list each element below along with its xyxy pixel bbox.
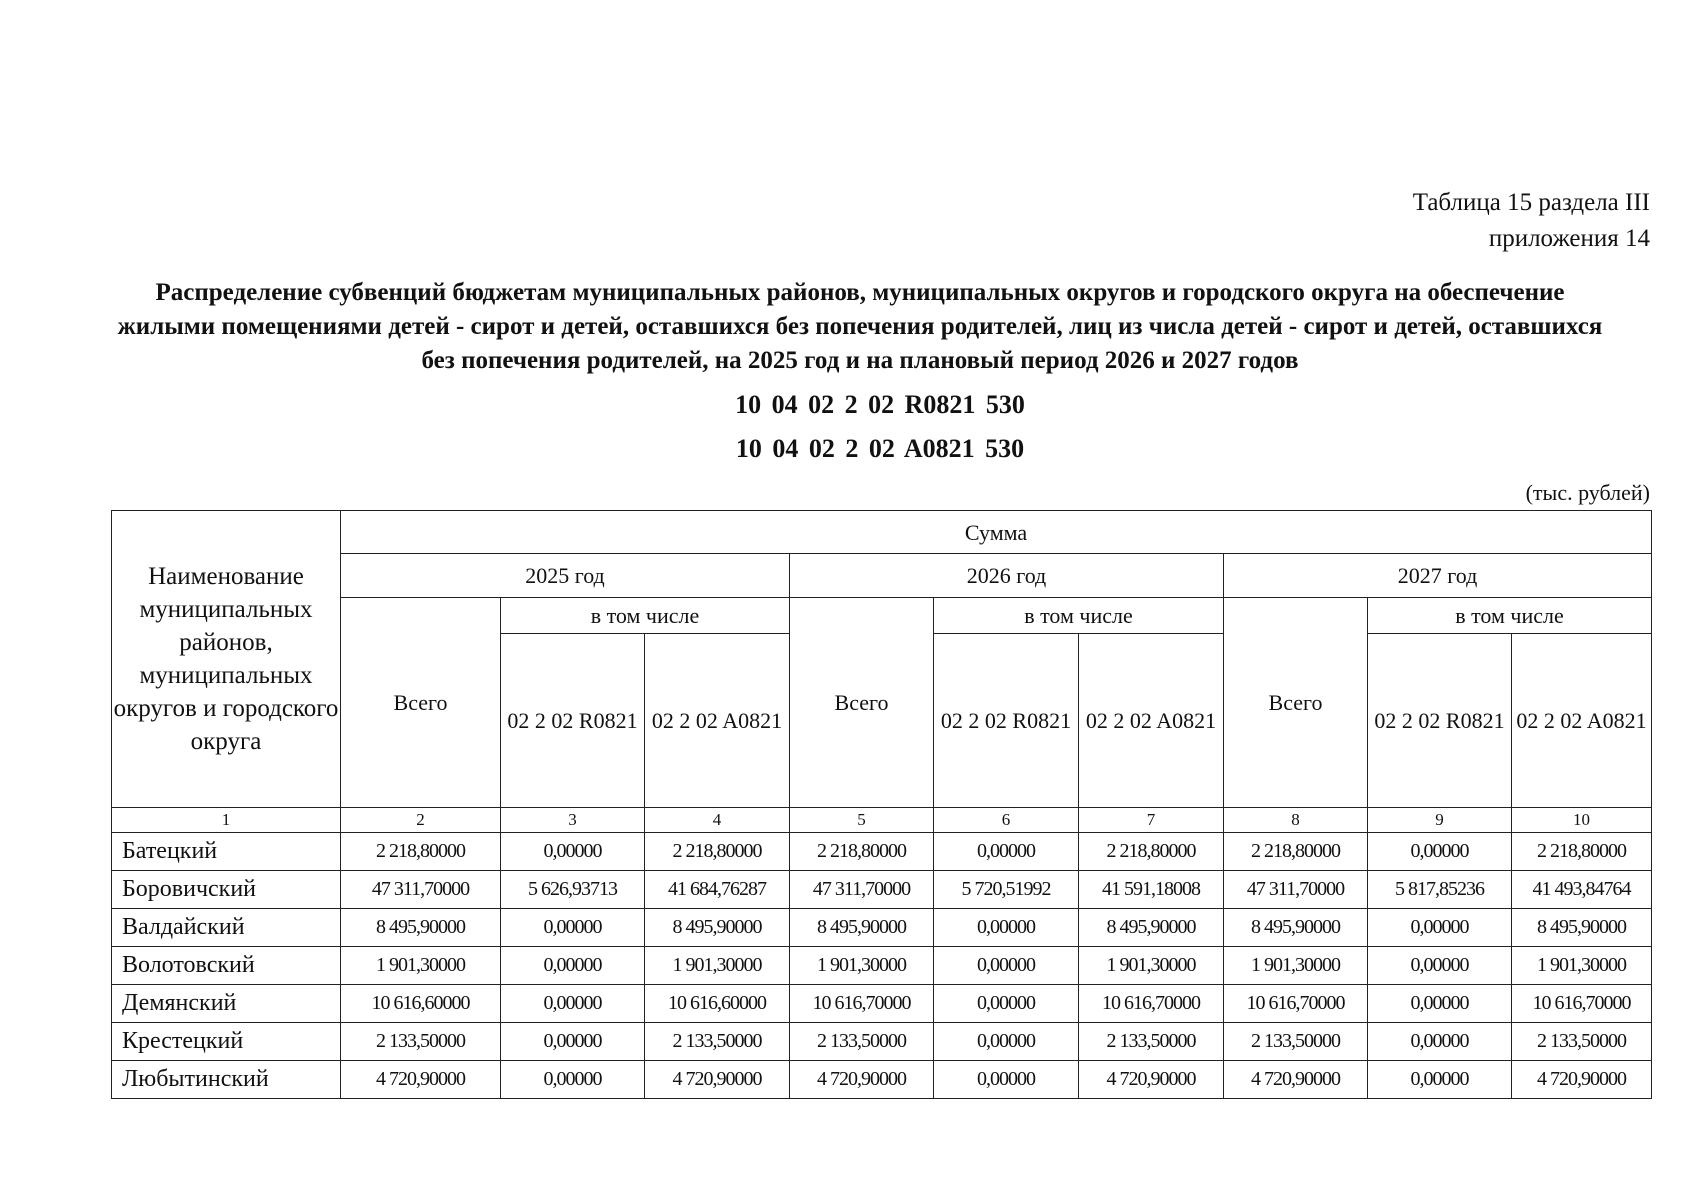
r0821-2026-header: 02 2 02 R0821 [934,634,1079,808]
amount-cell: 2 133,50000 [790,1023,934,1061]
amount-cell: 8 495,90000 [1224,909,1368,947]
amount-cell: 4 720,90000 [341,1061,501,1099]
amount-cell: 0,00000 [1368,833,1512,871]
amount-cell: 1 901,30000 [341,947,501,985]
amount-cell: 0,00000 [501,1061,645,1099]
municipality-name: Боровичский [112,871,341,909]
column-number: 4 [645,808,790,833]
r0821-2027-header: 02 2 02 R0821 [1368,634,1512,808]
amount-cell: 0,00000 [934,1061,1079,1099]
amount-cell: 4 720,90000 [1224,1061,1368,1099]
including-2027-header: в том числе [1368,598,1652,634]
amount-cell: 0,00000 [1368,985,1512,1023]
municipality-name: Волотовский [112,947,341,985]
municipality-name: Батецкий [112,833,341,871]
amount-cell: 1 901,30000 [645,947,790,985]
total-2025-header: Всего [341,598,501,808]
amount-cell: 4 720,90000 [645,1061,790,1099]
amount-cell: 4 720,90000 [790,1061,934,1099]
amount-cell: 41 591,18008 [1079,871,1224,909]
amount-cell: 2 218,80000 [645,833,790,871]
amount-cell: 1 901,30000 [1079,947,1224,985]
budget-code-a: 10 04 02 2 02 A0821 530 [735,434,1025,463]
amount-cell: 2 133,50000 [341,1023,501,1061]
a0821-2026-header: 02 2 02 A0821 [1079,634,1224,808]
amount-cell: 4 720,90000 [1079,1061,1224,1099]
amount-cell: 5 720,51992 [934,871,1079,909]
amount-cell: 0,00000 [934,833,1079,871]
column-number: 3 [501,808,645,833]
amount-cell: 10 616,70000 [790,985,934,1023]
amount-cell: 2 218,80000 [790,833,934,871]
amount-cell: 2 133,50000 [1512,1023,1652,1061]
amount-cell: 0,00000 [934,909,1079,947]
amount-cell: 8 495,90000 [341,909,501,947]
column-number: 1 [112,808,341,833]
municipality-name: Любытинский [112,1061,341,1099]
amount-cell: 0,00000 [501,985,645,1023]
appendix-reference: приложения 14 [1488,225,1650,252]
year-2027-header: 2027 год [1224,554,1652,598]
amount-cell: 1 901,30000 [1224,947,1368,985]
year-2025-header: 2025 год [341,554,790,598]
municipality-name: Демянский [112,985,341,1023]
table-row [112,833,1652,871]
amount-cell: 47 311,70000 [790,871,934,909]
table-row [112,871,1652,909]
amount-cell: 47 311,70000 [1224,871,1368,909]
column-number: 6 [934,808,1079,833]
unit-label: (тыс. рублей) [1525,480,1650,505]
table-body [112,833,1652,1099]
amount-cell: 8 495,90000 [1512,909,1652,947]
total-2027-header: Всего [1224,598,1368,808]
amount-cell: 10 616,70000 [1079,985,1224,1023]
column-number-row [112,808,1652,833]
amount-cell: 10 616,70000 [1512,985,1652,1023]
amount-cell: 8 495,90000 [1079,909,1224,947]
amount-cell: 0,00000 [934,985,1079,1023]
amount-cell: 1 901,30000 [1512,947,1652,985]
amount-cell: 2 218,80000 [1512,833,1652,871]
municipality-name-header: Наименование муниципальных районов, муниципальных округов и городского округа [112,511,341,808]
amount-cell: 8 495,90000 [645,909,790,947]
amount-cell: 10 616,60000 [341,985,501,1023]
column-number: 2 [341,808,501,833]
table-row [112,1061,1652,1099]
column-number: 10 [1512,808,1652,833]
a0821-2025-header: 02 2 02 A0821 [645,634,790,808]
column-number: 5 [790,808,934,833]
amount-cell: 0,00000 [934,1023,1079,1061]
table-row [112,985,1652,1023]
column-number: 7 [1079,808,1224,833]
table-row [112,947,1652,985]
municipality-name: Крестецкий [112,1023,341,1061]
amount-cell: 2 218,80000 [1224,833,1368,871]
amount-cell: 0,00000 [501,1023,645,1061]
table-row [112,909,1652,947]
amount-cell: 2 218,80000 [341,833,501,871]
r0821-2025-header: 02 2 02 R0821 [501,634,645,808]
amount-cell: 0,00000 [1368,909,1512,947]
amount-cell: 10 616,70000 [1224,985,1368,1023]
document-title: Распределение субвенций бюджетам муниципальных районов, муниципальных округов и городского округа на обеспечение жилыми помещениями детей - сирот и детей, оставшихся без попечения родителей, лиц из числа детей - сирот и детей, оставшихся без попечения родителей, на 2025 год и на плановый период 2026 и 2027 годов [117,279,1603,374]
amount-cell: 2 133,50000 [1224,1023,1368,1061]
amount-cell: 41 493,84764 [1512,871,1652,909]
amount-cell: 0,00000 [1368,947,1512,985]
amount-cell: 0,00000 [1368,1023,1512,1061]
amount-cell: 5 817,85236 [1368,871,1512,909]
amount-cell: 0,00000 [501,909,645,947]
subvention-table [111,510,1652,1099]
amount-cell: 8 495,90000 [790,909,934,947]
municipality-name: Валдайский [112,909,341,947]
amount-cell: 47 311,70000 [341,871,501,909]
budget-code-r: 10 04 02 2 02 R0821 530 [735,390,1025,419]
amount-cell: 2 133,50000 [1079,1023,1224,1061]
total-2026-header: Всего [790,598,934,808]
amount-cell: 10 616,60000 [645,985,790,1023]
amount-cell: 1 901,30000 [790,947,934,985]
amount-cell: 2 218,80000 [1079,833,1224,871]
amount-cell: 41 684,76287 [645,871,790,909]
column-number: 8 [1224,808,1368,833]
amount-cell: 0,00000 [501,833,645,871]
a0821-2027-header: 02 2 02 A0821 [1512,634,1652,808]
sum-header: Сумма [341,511,1652,554]
amount-cell: 2 133,50000 [645,1023,790,1061]
amount-cell: 4 720,90000 [1512,1061,1652,1099]
table-row [112,1023,1652,1061]
including-2025-header: в том числе [501,598,790,634]
amount-cell: 0,00000 [934,947,1079,985]
column-number: 9 [1368,808,1512,833]
amount-cell: 0,00000 [1368,1061,1512,1099]
amount-cell: 5 626,93713 [501,871,645,909]
table-reference: Таблица 15 раздела III [1412,189,1650,216]
amount-cell: 0,00000 [501,947,645,985]
year-2026-header: 2026 год [790,554,1224,598]
including-2026-header: в том числе [934,598,1224,634]
